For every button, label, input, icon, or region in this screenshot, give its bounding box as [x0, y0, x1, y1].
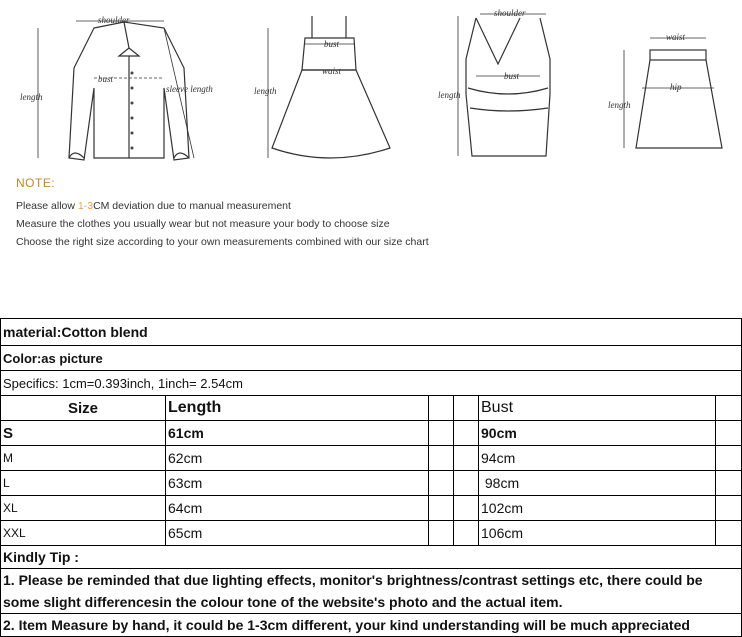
size-cell: S [1, 421, 166, 446]
dress-waist-label: waist [322, 66, 342, 76]
shirt-bust-label: bust [98, 74, 114, 84]
note-line-1 [16, 200, 536, 212]
bust-cell: 106cm [479, 521, 716, 546]
shirt-diagram [14, 8, 244, 168]
empty-cell [716, 396, 742, 421]
skirt-length-label: length [608, 100, 631, 110]
dress-bust-label: bust [324, 39, 340, 49]
size-cell: XL [1, 496, 166, 521]
bust-cell: 98cm [479, 471, 716, 496]
shirt-sleeve-label: sleeve length [166, 84, 213, 94]
size-cell: XXL [1, 521, 166, 546]
empty-cell [716, 496, 742, 521]
specifics-cell: Specifics: 1cm=0.393inch, 1inch= 2.54cm [1, 371, 742, 396]
empty-cell [454, 446, 479, 471]
bust-cell: 94cm [479, 446, 716, 471]
table-header-row [1, 396, 742, 421]
empty-cell [454, 396, 479, 421]
skirt-diagram [606, 28, 736, 158]
length-cell: 64cm [166, 496, 429, 521]
length-cell: 62cm [166, 446, 429, 471]
bust-cell: 90cm [479, 421, 716, 446]
shirt-length-label: length [20, 92, 43, 102]
length-cell: 63cm [166, 471, 429, 496]
tip-2: 2. Item Measure by hand, it could be 1-3cm different, your kind understanding will be much appreciated [1, 614, 742, 637]
dress-length-label: length [254, 86, 277, 96]
note-line-1-highlight: 1-3 [77, 200, 94, 212]
empty-cell [429, 446, 454, 471]
table-row [1, 421, 742, 446]
table-row [1, 521, 742, 546]
note-title: NOTE: [16, 176, 56, 190]
empty-cell [716, 446, 742, 471]
note-section [16, 176, 536, 254]
empty-cell [429, 521, 454, 546]
tank-length-label: length [438, 90, 461, 100]
empty-cell [454, 496, 479, 521]
dress-diagram [250, 8, 400, 168]
empty-cell [454, 521, 479, 546]
tank-shoulder-label: shoulder [494, 8, 526, 18]
tank-illustration [436, 4, 576, 164]
empty-cell [429, 471, 454, 496]
tank-diagram [436, 4, 576, 164]
tip-1a: 1. Please be reminded that due lighting effects, monitor's brightness/contrast settings etc, there could be [1, 569, 742, 592]
empty-cell [454, 471, 479, 496]
empty-cell [429, 396, 454, 421]
note-line-2: Measure the clothes you usually wear but not measure your body to choose size [16, 218, 390, 230]
tip-title: Kindly Tip : [1, 546, 742, 569]
empty-cell [716, 421, 742, 446]
table-row [1, 496, 742, 521]
length-cell: 65cm [166, 521, 429, 546]
empty-cell [429, 421, 454, 446]
note-line-1-pre: Please allow [16, 200, 78, 212]
skirt-waist-label: waist [666, 32, 686, 42]
length-cell: 61cm [166, 421, 429, 446]
tank-bust-label: bust [504, 71, 520, 81]
size-cell: M [1, 446, 166, 471]
material-cell: material:Cotton blend [1, 319, 742, 346]
length-header: Length [166, 396, 429, 421]
size-header: Size [1, 396, 166, 421]
note-line-1-post: CM deviation due to manual measurement [93, 200, 291, 212]
skirt-illustration [606, 28, 736, 158]
size-cell: L [1, 471, 166, 496]
bust-header: Bust [479, 396, 716, 421]
skirt-hip-label: hip [670, 82, 682, 92]
empty-cell [429, 496, 454, 521]
bust-cell: 102cm [479, 496, 716, 521]
empty-cell [716, 521, 742, 546]
table-row [1, 471, 742, 496]
measurement-diagrams [0, 0, 742, 290]
color-cell: Color:as picture [1, 346, 742, 371]
empty-cell [716, 471, 742, 496]
shirt-shoulder-label: shoulder [98, 15, 130, 25]
tip-1b: some slight differencesin the colour tone of the website's photo and the actual item. [1, 591, 742, 614]
empty-cell [454, 421, 479, 446]
table-row [1, 446, 742, 471]
size-table [0, 318, 742, 637]
note-line-3: Choose the right size according to your own measurements combined with our size chart [16, 236, 429, 248]
